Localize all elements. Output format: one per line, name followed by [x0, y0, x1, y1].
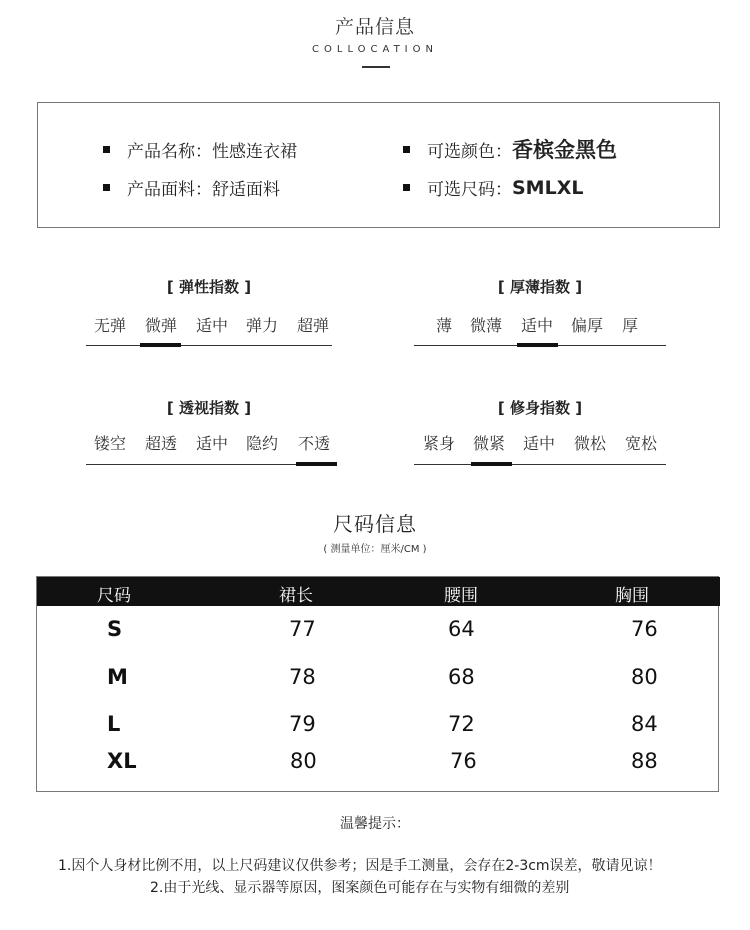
table-cell: 78 [289, 665, 316, 689]
bullet-icon [403, 146, 410, 153]
transparency-index-title: [ 透视指数 ] [166, 399, 252, 417]
elasticity-option: 超弹 [297, 316, 330, 335]
title-divider [362, 66, 390, 68]
elasticity-option: 适中 [196, 316, 229, 335]
table-cell: 79 [289, 712, 316, 736]
thickness-option: 偏厚 [571, 316, 604, 335]
elasticity-option: 弹力 [246, 316, 279, 335]
transparency-option: 适中 [196, 434, 229, 453]
product-color-row [403, 134, 617, 164]
product-name-row [103, 137, 297, 162]
table-cell: 64 [448, 617, 475, 641]
product-name-label: 产品名称： [127, 142, 212, 162]
table-cell: 80 [631, 665, 658, 689]
size-info-title: 尺码信息 [333, 512, 417, 536]
transparency-option: 镂空 [94, 434, 127, 453]
table-cell-size: L [107, 712, 121, 736]
thickness-option: 适中 [521, 316, 554, 335]
fit-option: 宽松 [625, 434, 658, 453]
table-cell: 80 [290, 749, 317, 773]
product-info-box [37, 102, 720, 228]
thickness-selected-marker [517, 343, 558, 347]
size-table-header [37, 577, 720, 606]
table-cell: 72 [448, 712, 475, 736]
product-color-value: 香槟金黑色 [512, 138, 617, 162]
product-name-value: 性感连衣裙 [212, 142, 297, 162]
bullet-icon [103, 146, 110, 153]
header-waist: 腰围 [444, 586, 478, 606]
transparency-option: 超透 [145, 434, 178, 453]
elasticity-option: 微弹 [145, 316, 178, 335]
thickness-option: 厚 [622, 316, 639, 335]
product-fabric-value: 舒适面料 [212, 180, 280, 200]
header-bust: 胸围 [615, 586, 649, 606]
thickness-option: 薄 [436, 316, 453, 335]
table-cell: 76 [450, 749, 477, 773]
thickness-option: 微薄 [470, 316, 503, 335]
transparency-selected-marker [296, 462, 337, 466]
table-cell: 84 [631, 712, 658, 736]
table-cell: 77 [289, 617, 316, 641]
bullet-icon [403, 184, 410, 191]
bullet-icon [103, 184, 110, 191]
transparency-option: 隐约 [246, 434, 279, 453]
header-size: 尺码 [97, 586, 131, 606]
elasticity-scale-line [86, 345, 332, 346]
table-cell: 76 [631, 617, 658, 641]
table-cell-size: XL [107, 749, 137, 773]
table-cell: 68 [448, 665, 475, 689]
page-subtitle: COLLOCATION [312, 44, 438, 55]
fit-option: 微松 [574, 434, 607, 453]
header-length: 裙长 [279, 586, 313, 606]
product-size-value: SMLXL [512, 176, 584, 199]
size-unit-note: ( 测量单位：厘米/CM ) [323, 544, 427, 555]
size-table [36, 576, 719, 792]
tips-title: 温馨提示： [340, 816, 410, 832]
elasticity-index-title: [ 弹性指数 ] [166, 278, 252, 296]
product-fabric-label: 产品面料： [127, 180, 212, 200]
elasticity-option: 无弹 [94, 316, 127, 335]
fit-index-title: [ 修身指数 ] [497, 399, 583, 417]
thickness-index-title: [ 厚薄指数 ] [497, 278, 583, 296]
fit-option: 微紧 [473, 434, 506, 453]
product-size-label: 可选尺码： [427, 180, 512, 200]
product-fabric-row [103, 175, 280, 200]
tip-line: 2.由于光线、显示器等原因，图案颜色可能存在与实物有细微的差别 [150, 880, 570, 896]
table-cell: 88 [631, 749, 658, 773]
fit-selected-marker [471, 462, 512, 466]
product-color-label: 可选颜色： [427, 141, 512, 162]
page-title: 产品信息 [334, 16, 415, 38]
product-size-row [403, 175, 583, 200]
fit-option: 紧身 [423, 434, 456, 453]
transparency-option: 不透 [298, 434, 331, 453]
tip-line: 1.因个人身材比例不用，以上尺码建议仅供参考；因是手工测量，会存在2-3cm误差，敬请见谅！ [58, 858, 662, 874]
fit-option: 适中 [523, 434, 556, 453]
fit-scale-line [414, 464, 666, 465]
table-cell-size: M [107, 665, 128, 689]
table-cell-size: S [107, 617, 123, 641]
elasticity-selected-marker [140, 343, 181, 347]
